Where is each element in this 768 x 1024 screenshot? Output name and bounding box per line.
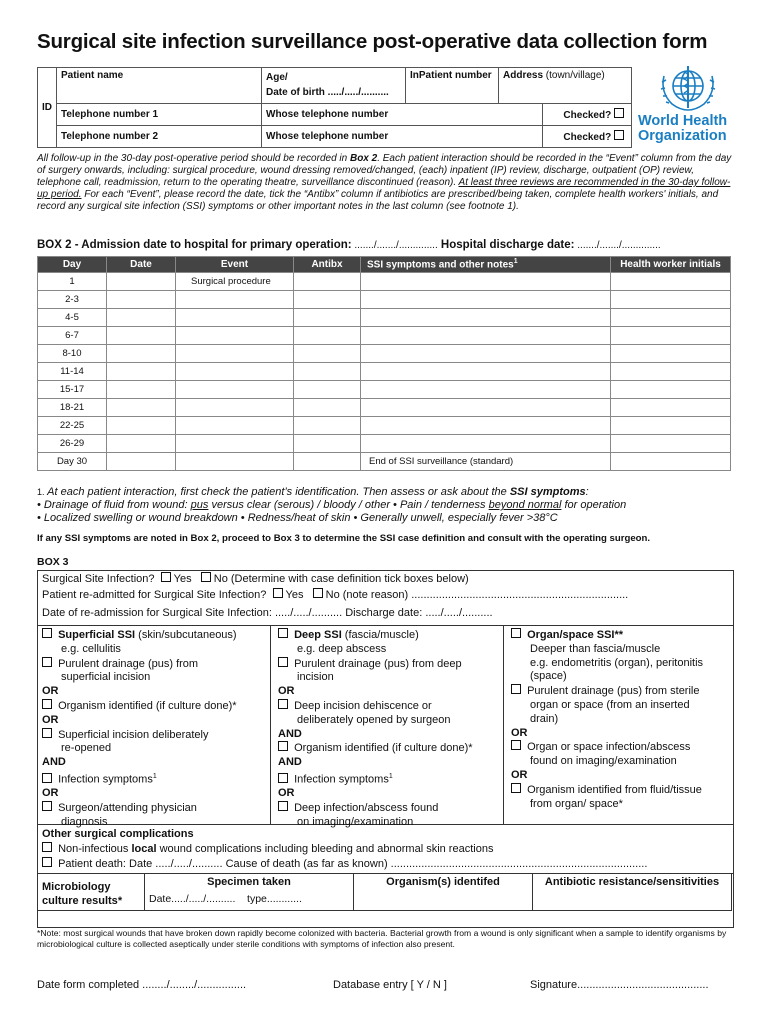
day-cell: 8-10 xyxy=(38,345,107,363)
table-row xyxy=(38,417,731,435)
initials-cell[interactable] xyxy=(611,399,731,417)
checkbox[interactable] xyxy=(511,740,521,750)
antibx-cell[interactable] xyxy=(294,345,361,363)
readmit-question: Patient re-admitted for Surgical Site Infection? Yes No (note reason) ....................................................................... xyxy=(42,589,629,601)
specimen-taken[interactable]: Specimen taken Date...../...../.......... type............ xyxy=(145,874,354,911)
ssi-question: Surgical Site Infection? Yes No (Determine with case definition tick boxes below) xyxy=(42,573,469,585)
box2-table xyxy=(37,256,731,471)
deep-ssi-checkbox[interactable] xyxy=(278,628,288,638)
address-field[interactable]: Address (town/village) xyxy=(499,68,632,104)
inpatient-number-field[interactable]: InPatient number xyxy=(406,68,499,104)
id-label: ID xyxy=(38,68,57,148)
page-title: Surgical site infection surveillance post-operative data collection form xyxy=(37,30,708,53)
database-entry[interactable]: Database entry [ Y / N ] xyxy=(333,979,447,991)
notes-cell[interactable] xyxy=(361,309,611,327)
ssi-yes-checkbox[interactable] xyxy=(161,572,171,582)
event-cell[interactable]: Surgical procedure xyxy=(176,273,294,291)
initials-cell[interactable] xyxy=(611,417,731,435)
superficial-ssi-checkbox[interactable] xyxy=(42,628,52,638)
who-wordmark: World Health Organization xyxy=(638,113,728,144)
checkbox[interactable] xyxy=(278,657,288,667)
whose-telephone-2-field[interactable]: Whose telephone number xyxy=(262,126,543,148)
superficial-ssi-column: Superficial SSI (skin/subcutaneous) e.g. cellulitis Purulent drainage (pus) from superficial incision OR Organism identified (if culture done)* OR Superficial incision deliberately re-opened AND Infection symptoms$^1$ OR Surgeon/attending physician diagnosis xyxy=(42,629,237,829)
intro-paragraph: All follow-up in the 30-day post-operative period should be recorded in Box 2. Each patient interaction should be recorded in the “Event” column from the day of surgery onwards, including: surgical procedure, wound dressing removed/changed, (each) inpatient (IP) review, discharge, outpatient (OP) review, telephone call, readmission, return to the operating theatre, surveillance discontinued (reason). At least three reviews are recommended in the 30-day follow-up period. For each “Event”, please record the date, tick the “Antibx” column if antibiotics are prescribed/being taken, complete health workers' initials, and record any surgical site infection (SSI) symptoms or other important notes in the last column (see footnote 1). xyxy=(37,153,732,212)
patient-id-table xyxy=(37,67,632,148)
antibx-cell[interactable] xyxy=(294,291,361,309)
microbiology-table xyxy=(37,873,732,911)
signature[interactable]: Signature........................................... xyxy=(530,979,709,991)
organ-space-ssi-checkbox[interactable] xyxy=(511,628,521,638)
table-row xyxy=(38,273,731,291)
antibiotic-resistance[interactable]: Antibiotic resistance/sensitivities xyxy=(533,874,732,911)
checkbox[interactable] xyxy=(278,741,288,751)
box3-heading: BOX 3 xyxy=(37,556,69,568)
event-cell[interactable] xyxy=(176,453,294,471)
microbiology-label: Microbiology culture results* xyxy=(38,874,145,911)
age-dob-field[interactable]: Age/ Date of birth ...../...../.......... xyxy=(262,68,406,104)
initials-cell[interactable] xyxy=(611,327,731,345)
checked-1[interactable]: Checked? xyxy=(543,104,632,126)
date-cell[interactable] xyxy=(107,345,176,363)
footnote-ssi-symptoms: 1. At each patient interaction, first check the patient’s identification. Then assess or ask about the SSI symptoms: • Drainage of fluid from wound: pus versus clear (serous) / bloody / other • Pain / tenderness beyond normal for operation • Localized swelling or wound breakdown • Redness/heat of skin • Generally unwell, especially fever >38°C xyxy=(37,486,627,524)
checkbox[interactable] xyxy=(42,857,52,867)
day-cell: 2-3 xyxy=(38,291,107,309)
date-cell[interactable] xyxy=(107,291,176,309)
col-date: Date xyxy=(107,257,176,273)
antibx-cell[interactable] xyxy=(294,453,361,471)
ssi-criteria xyxy=(38,626,733,829)
date-cell[interactable] xyxy=(107,453,176,471)
table-row xyxy=(38,345,731,363)
initials-cell[interactable] xyxy=(611,291,731,309)
who-emblem-icon xyxy=(652,62,724,114)
table-row xyxy=(38,399,731,417)
date-cell[interactable] xyxy=(107,363,176,381)
date-form-completed[interactable]: Date form completed ......../......../................ xyxy=(37,979,247,991)
checkbox[interactable] xyxy=(42,773,52,783)
event-cell[interactable] xyxy=(176,291,294,309)
table-row xyxy=(38,435,731,453)
day-cell: 18-21 xyxy=(38,399,107,417)
checked-2[interactable]: Checked? xyxy=(543,126,632,148)
table-row xyxy=(38,327,731,345)
table-row xyxy=(38,291,731,309)
initials-cell[interactable] xyxy=(611,273,731,291)
notes-cell[interactable] xyxy=(361,327,611,345)
initials-cell[interactable] xyxy=(611,453,731,471)
notes-cell[interactable]: End of SSI surveillance (standard) xyxy=(361,453,611,471)
readmit-no-checkbox[interactable] xyxy=(313,588,323,598)
col-ssi-notes: SSI symptoms and other notes$^1$ xyxy=(361,257,611,273)
checkbox[interactable] xyxy=(42,657,52,667)
initials-cell[interactable] xyxy=(611,435,731,453)
checkbox[interactable] xyxy=(278,699,288,709)
box2-heading: BOX 2 - Admission date to hospital for primary operation: ......./......./.............. Hospital discharge date: ......./......./.............. xyxy=(37,239,661,251)
date-cell[interactable] xyxy=(107,381,176,399)
telephone-1-field[interactable]: Telephone number 1 xyxy=(57,104,262,126)
day-cell: 15-17 xyxy=(38,381,107,399)
checkbox[interactable] xyxy=(614,108,624,118)
notes-cell[interactable] xyxy=(361,417,611,435)
notes-cell[interactable] xyxy=(361,435,611,453)
event-cell[interactable] xyxy=(176,309,294,327)
antibx-cell[interactable] xyxy=(294,435,361,453)
event-cell[interactable] xyxy=(176,399,294,417)
notes-cell[interactable] xyxy=(361,363,611,381)
antibx-cell[interactable] xyxy=(294,327,361,345)
initials-cell[interactable] xyxy=(611,363,731,381)
organisms-identified[interactable]: Organism(s) identifed xyxy=(354,874,533,911)
antibx-cell[interactable] xyxy=(294,309,361,327)
date-cell[interactable] xyxy=(107,327,176,345)
event-cell[interactable] xyxy=(176,363,294,381)
table-row xyxy=(38,363,731,381)
day-cell: 4-5 xyxy=(38,309,107,327)
col-health-worker: Health worker initials xyxy=(611,257,731,273)
antibx-cell[interactable] xyxy=(294,399,361,417)
readmit-date-row[interactable]: Date of re-admission for Surgical Site Infection: ...../...../.......... Discharge date: ...../...../.......... xyxy=(38,604,733,626)
other-complications: Other surgical complications Non-infectious local wound complications including bleeding and abnormal skin reactions Patient death: Date ...../...../.......... Cause of death (as far as known) .................................................................................... xyxy=(38,825,733,874)
date-cell[interactable] xyxy=(107,435,176,453)
deep-ssi-column: Deep SSI (fascia/muscle) e.g. deep abscess Purulent drainage (pus) from deep incision OR Deep incision dehiscence or deliberately opened by surgeon AND Organism identified (if culture done)* AND Infection symptoms$^1$ OR Deep infection/abscess found on imaging/examination xyxy=(278,629,473,829)
day-cell: 26-29 xyxy=(38,435,107,453)
checkbox[interactable] xyxy=(511,684,521,694)
initials-cell[interactable] xyxy=(611,309,731,327)
day-cell: 1 xyxy=(38,273,107,291)
event-cell[interactable] xyxy=(176,381,294,399)
checkbox[interactable] xyxy=(42,699,52,709)
notes-cell[interactable] xyxy=(361,273,611,291)
day-cell: 22-25 xyxy=(38,417,107,435)
date-cell[interactable] xyxy=(107,309,176,327)
checkbox[interactable] xyxy=(42,842,52,852)
antibx-cell[interactable] xyxy=(294,363,361,381)
notes-cell[interactable] xyxy=(361,381,611,399)
proceed-note: If any SSI symptoms are noted in Box 2, proceed to Box 3 to determine the SSI case definition and consult with the operating surgeon. xyxy=(37,533,651,544)
date-cell[interactable] xyxy=(107,273,176,291)
checkbox[interactable] xyxy=(278,773,288,783)
who-logo xyxy=(638,62,738,144)
date-cell[interactable] xyxy=(107,399,176,417)
col-antibx: Antibx xyxy=(294,257,361,273)
whose-telephone-1-field[interactable]: Whose telephone number xyxy=(262,104,543,126)
antibx-cell[interactable] xyxy=(294,381,361,399)
day-cell: Day 30 xyxy=(38,453,107,471)
checkbox[interactable] xyxy=(278,801,288,811)
ssi-no-checkbox[interactable] xyxy=(201,572,211,582)
event-cell[interactable] xyxy=(176,435,294,453)
initials-cell[interactable] xyxy=(611,381,731,399)
table-row xyxy=(38,309,731,327)
table-row xyxy=(38,381,731,399)
date-cell[interactable] xyxy=(107,417,176,435)
organ-space-ssi-column: Organ/space SSI** Deeper than fascia/muscle e.g. endometritis (organ), peritonitis (space) Purulent drainage (pus) from sterile organ or space (from an inserted drain) OR Organ or space infection/abscess found on imaging/examination OR Organism identified from fluid/tissue from organ/ space* xyxy=(511,629,704,810)
event-cell[interactable] xyxy=(176,345,294,363)
box3 xyxy=(37,570,734,928)
culture-note: *Note: most surgical wounds that have broken down rapidly become colonized with bacteria. Bacterial growth from a wound is only significant when a sample to identify organisms by microbiological culture is collected aseptically under sterile conditions with symptoms of infection also present. xyxy=(37,928,727,949)
day-cell: 11-14 xyxy=(38,363,107,381)
telephone-2-field[interactable]: Telephone number 2 xyxy=(57,126,262,148)
checkbox[interactable] xyxy=(42,728,52,738)
table-row xyxy=(38,453,731,471)
antibx-cell[interactable] xyxy=(294,273,361,291)
col-day: Day xyxy=(38,257,107,273)
initials-cell[interactable] xyxy=(611,345,731,363)
event-cell[interactable] xyxy=(176,417,294,435)
event-cell[interactable] xyxy=(176,327,294,345)
antibx-cell[interactable] xyxy=(294,417,361,435)
day-cell: 6-7 xyxy=(38,327,107,345)
patient-name-field[interactable]: Patient name xyxy=(57,68,262,104)
col-event: Event xyxy=(176,257,294,273)
checkbox[interactable] xyxy=(614,130,624,140)
notes-cell[interactable] xyxy=(361,291,611,309)
checkbox[interactable] xyxy=(42,801,52,811)
checkbox[interactable] xyxy=(511,783,521,793)
readmit-yes-checkbox[interactable] xyxy=(273,588,283,598)
notes-cell[interactable] xyxy=(361,399,611,417)
notes-cell[interactable] xyxy=(361,345,611,363)
